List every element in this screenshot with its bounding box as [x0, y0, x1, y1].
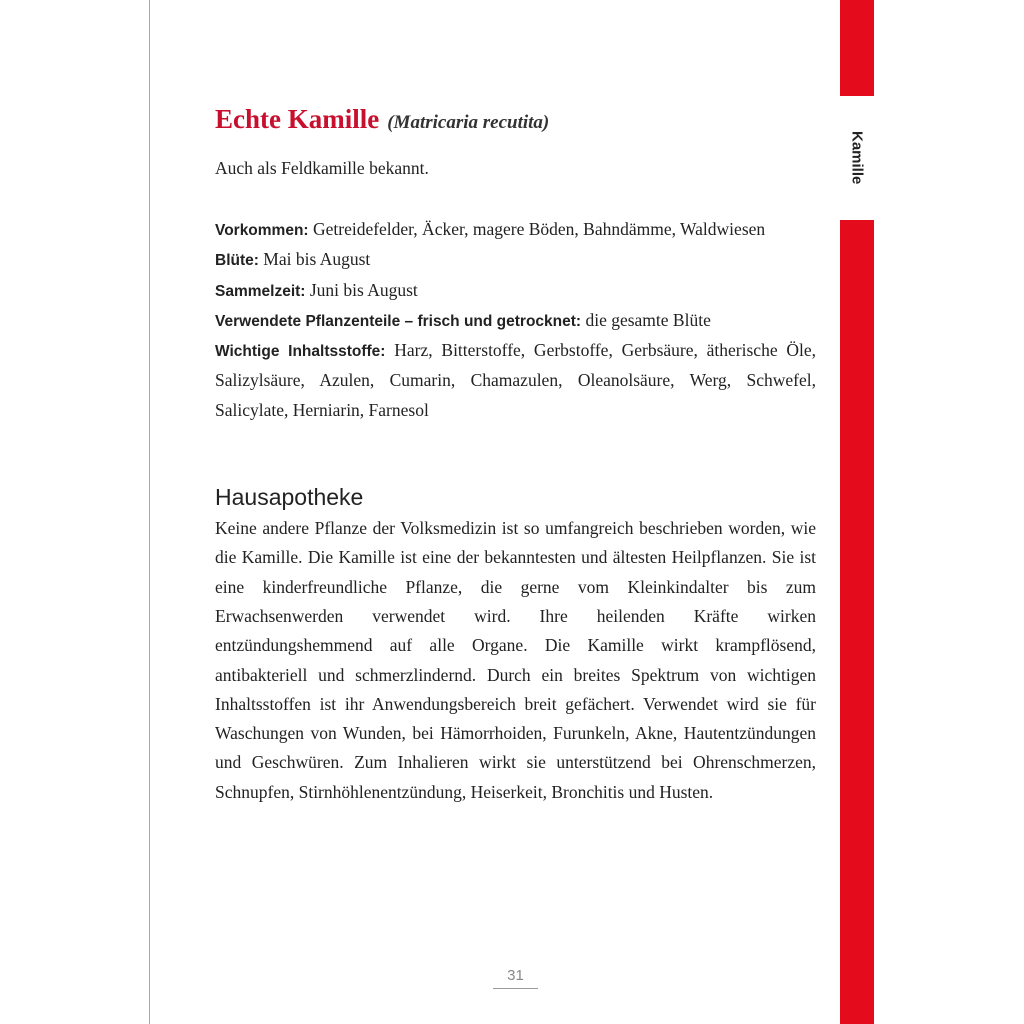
plant-name: Echte Kamille: [215, 104, 380, 134]
plant-facts: [215, 215, 816, 425]
section-body: Keine andere Pflanze der Volksmedizin ist so umfangreich beschrieben worden, wie die Kamille. Die Kamille ist eine der bekanntesten und ältesten Heilpflanzen. Sie ist eine kinderfreundliche Pflanze, die gerne vom Kleinkindalter bis zum Erwachsenwerden verwendet wird. Ihre heilenden Kräfte wirken entzündungshemmend auf alle Organe. Die Kamille wirkt krampflösend, antibakteriell und schmerzlindernd. Durch ein breites Spektrum von wichtigen Inhaltsstoffen ist ihr Anwendungsbereich breit gefächert. Verwendet wird sie für Waschungen von Wunden, bei Hämorrhoiden, Furunkeln, Akne, Hautentzündungen und Geschwüren. Zum Inhalieren wirkt sie unterstützend bei Ohrenschmerzen, Schnupfen, Stirnhöhlenentzündung, Heiserkeit, Bronchitis und Husten.: [215, 518, 816, 802]
fact-label: Blüte:: [215, 252, 259, 270]
fact-value: die gesamte Blüte: [585, 309, 711, 330]
fact-collection-time: [215, 276, 816, 306]
thumb-tab-bottom-bar: [840, 220, 874, 1024]
page-edge-line: [149, 0, 150, 1024]
fact-value: Juni bis August: [309, 279, 418, 300]
thumb-tab-label: Kamille: [848, 131, 866, 185]
fact-occurrence: [215, 215, 816, 245]
thumb-tab-top-bar: [840, 0, 874, 96]
fact-label: Wichtige Inhaltsstoffe:: [215, 343, 386, 361]
page-content: [215, 96, 816, 807]
fact-plant-parts: [215, 306, 816, 336]
fact-bloom: [215, 245, 816, 275]
fact-ingredients: [215, 336, 816, 425]
fact-label: Verwendete Pflanzenteile – frisch und getrocknet:: [215, 312, 582, 330]
intro-text: Auch als Feldkamille bekannt.: [215, 158, 429, 178]
plant-latin-name: (Matricaria recutita): [387, 112, 550, 133]
fact-value: Mai bis August: [263, 249, 371, 270]
section-heading: Hausapotheke: [215, 484, 364, 511]
fact-label: Vorkommen:: [215, 222, 309, 239]
fact-value: Harz, Bitterstoffe, Gerbstoffe, Gerbsäure, ätherische Öle, Salizylsäure, Azulen, Cumarin, Chamazulen, Oleanolsäure, Werg, Schwefel, Salicylate, Herniarin, Farnesol: [215, 340, 817, 420]
plant-title: [215, 96, 816, 138]
fact-value: Getreidefelder, Äcker, magere Böden, Bahndämme, Waldwiesen: [312, 219, 766, 239]
page-number: 31: [493, 964, 538, 989]
fact-label: Sammelzeit:: [215, 282, 306, 300]
thumb-tab: [840, 96, 874, 220]
